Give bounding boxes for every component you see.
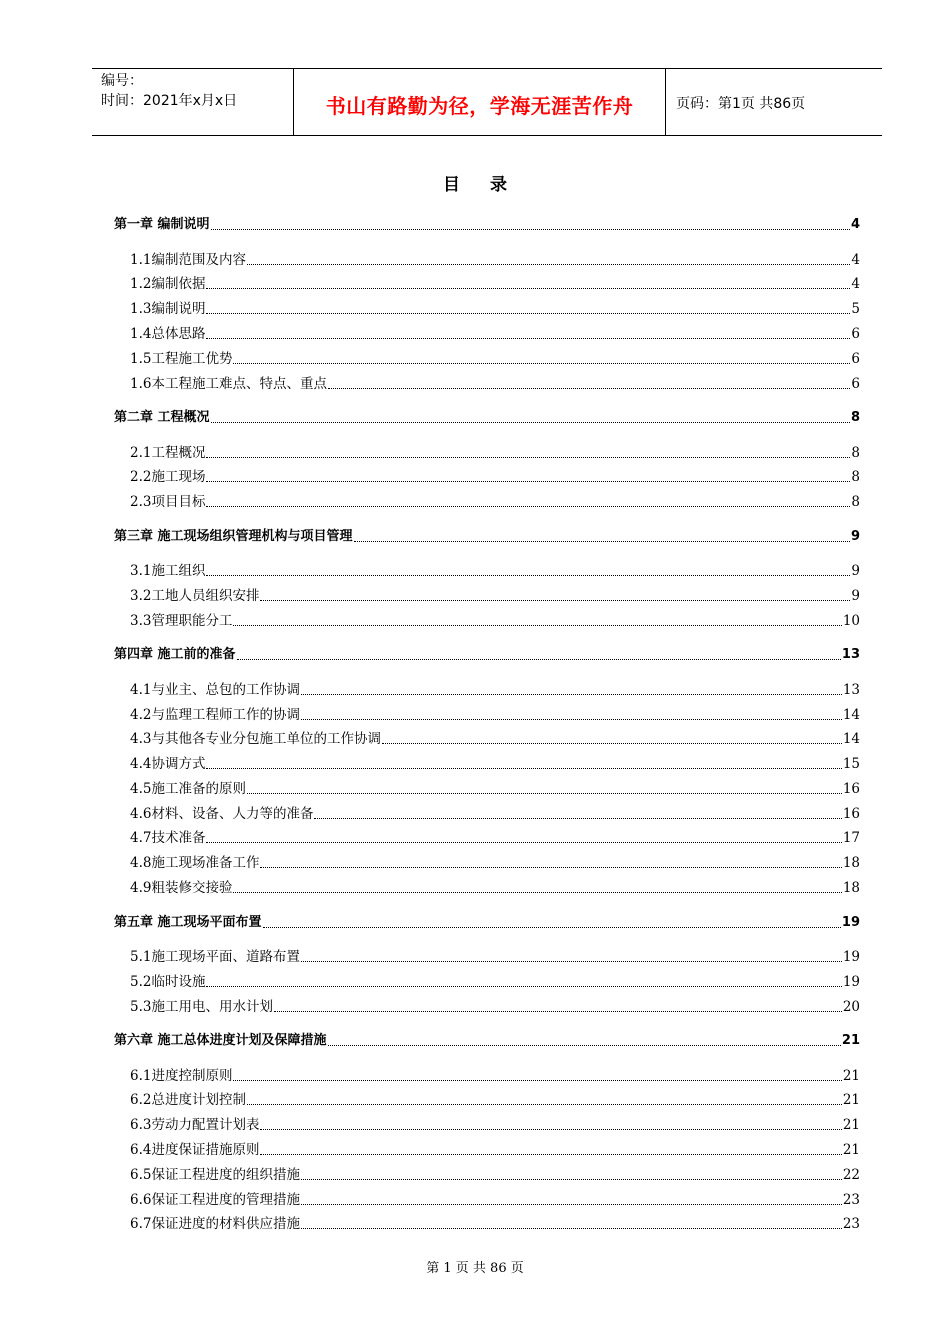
toc-page-number: 13 [841,647,860,662]
toc-page-number: 4 [851,252,860,268]
toc-page-number: 13 [842,682,860,698]
toc-entry-title: 6.7保证进度的材料供应措施 [130,1216,300,1232]
toc-dot-leader [206,313,850,314]
toc-page-number: 8 [851,445,860,461]
toc-dot-leader [301,961,842,962]
toc-section-entry[interactable] [130,373,860,393]
toc-entry-title: 1.5工程施工优势 [130,351,233,367]
toc-page-number: 19 [842,949,860,965]
toc-page-number: 23 [842,1216,860,1232]
toc-entry-title: 4.9粗装修交接验 [130,880,233,896]
toc-entry-title: 第四章 施工前的准备 [114,647,236,662]
toc-dot-leader [247,1104,842,1105]
toc-page-number: 21 [842,1117,860,1133]
toc-section-entry[interactable] [130,560,860,580]
toc-section-entry[interactable] [130,1189,860,1209]
toc-dot-leader [206,338,850,339]
toc-entry-title: 4.5施工准备的原则 [130,781,246,797]
toc-section-entry[interactable] [130,466,860,486]
toc-entry-title: 6.1进度控制原则 [130,1068,233,1084]
page-footer: 第 1 页 共 86 页 [426,1261,524,1276]
toc-entry-title: 5.3施工用电、用水计划 [130,999,273,1015]
toc-dot-leader [247,264,850,265]
toc-section-entry[interactable] [130,491,860,511]
toc-page-number: 18 [842,855,860,871]
toc-page-number: 6 [851,376,860,392]
toc-entry-title: 3.3管理职能分工 [130,613,233,629]
toc-section-entry[interactable] [130,273,860,293]
toc-page-number: 4 [851,276,860,292]
toc-page-number: 9 [851,563,860,579]
toc-dot-leader [301,694,842,695]
toc-dot-leader [237,659,841,660]
toc-dot-leader [206,457,850,458]
toc-page-number: 9 [851,588,860,604]
toc-page-number: 8 [851,494,860,510]
toc-page-number: 16 [842,781,860,797]
toc-page-number: 21 [842,1068,860,1084]
toc-title-right: 录 [490,175,507,195]
toc-section-entry[interactable] [130,442,860,462]
toc-page-number: 6 [851,326,860,342]
toc-section-entry[interactable] [130,1213,860,1233]
toc-dot-leader [328,1045,841,1046]
toc-dot-leader [206,481,850,482]
toc-entry-title: 4.2与监理工程师工作的协调 [130,707,300,723]
toc-section-entry[interactable] [130,1089,860,1109]
toc-entry-title: 1.3编制说明 [130,301,206,317]
toc-page-number: 16 [842,806,860,822]
toc-dot-leader [206,842,841,843]
toc-section-entry[interactable] [130,971,860,991]
time-label: 时间：2021年x月x日 [101,93,238,109]
toc-entry-title: 第三章 施工现场组织管理机构与项目管理 [114,529,353,544]
toc-page-number: 14 [842,731,860,747]
toc-section-entry[interactable] [130,803,860,823]
toc-section-entry[interactable] [130,704,860,724]
toc-section-entry[interactable] [130,728,860,748]
toc-section-entry[interactable] [130,778,860,798]
toc-entry-title: 4.3与其他各专业分包施工单位的工作协调 [130,731,381,747]
toc-chapter-entry[interactable] [114,644,860,664]
toc-entry-title: 4.4协调方式 [130,756,206,772]
toc-section-entry[interactable] [130,827,860,847]
toc-dot-leader [233,363,850,364]
toc-page-number: 5 [851,301,860,317]
toc-entry-title: 3.2工地人员组织安排 [130,588,260,604]
toc-page-number: 19 [841,915,860,930]
toc-dot-leader [301,1179,842,1180]
toc-page-number: 4 [850,217,860,232]
toc-chapter-entry[interactable] [114,1030,860,1050]
toc-section-entry[interactable] [130,679,860,699]
toc-entry-title: 2.1工程概况 [130,445,206,461]
toc-page-number: 15 [842,756,860,772]
toc-page-number: 21 [842,1092,860,1108]
toc-entry-title: 5.1施工现场平面、道路布置 [130,949,300,965]
toc-dot-leader [260,1154,841,1155]
toc-section-entry[interactable] [130,585,860,605]
toc-dot-leader [206,506,850,507]
toc-chapter-entry[interactable] [114,912,860,932]
toc-entry-title: 1.4总体思路 [130,326,206,342]
toc-dot-leader [260,1129,841,1130]
toc-entry-title: 5.2临时设施 [130,974,206,990]
toc-dot-leader [263,927,841,928]
toc-dot-leader [382,743,842,744]
page-code: 页码：第1页 共86页 [676,96,806,112]
toc-entry-title: 4.1与业主、总包的工作协调 [130,682,300,698]
toc-page-number: 8 [851,469,860,485]
toc-page-number: 20 [842,999,860,1015]
toc-entry-title: 第二章 工程概况 [114,410,210,425]
toc-dot-leader [314,818,841,819]
toc-section-entry[interactable] [130,1164,860,1184]
toc-entry-title: 1.2编制依据 [130,276,206,292]
toc-section-entry[interactable] [130,249,860,269]
toc-entry-title: 第六章 施工总体进度计划及保障措施 [114,1033,327,1048]
toc-dot-leader [301,1204,842,1205]
toc-dot-leader [206,768,841,769]
toc-dot-leader [206,288,850,289]
toc-dot-leader [260,867,841,868]
toc-page-number: 8 [850,410,860,425]
toc-entry-title: 2.2施工现场 [130,469,206,485]
toc-page-number: 21 [841,1033,860,1048]
toc-entry-title: 4.7技术准备 [130,830,206,846]
toc-dot-leader [206,575,850,576]
toc-entry-title: 第一章 编制说明 [114,217,210,232]
toc-entry-title: 第五章 施工现场平面布置 [114,915,262,930]
toc-chapter-entry[interactable] [114,407,860,427]
toc-entry-title: 4.6材料、设备、人力等的准备 [130,806,314,822]
header-motto: 书山有路勤为径，学海无涯苦作舟 [325,94,634,118]
toc-dot-leader [247,793,842,794]
toc-dot-leader [211,229,850,230]
toc-dot-leader [274,1011,842,1012]
toc-entry-title: 6.2总进度计划控制 [130,1092,246,1108]
toc-page-number: 9 [850,529,860,544]
toc-dot-leader [206,986,841,987]
toc-entry-title: 6.3劳动力配置计划表 [130,1117,260,1133]
toc-entry-title: 6.6保证工程进度的管理措施 [130,1192,300,1208]
toc-section-entry[interactable] [130,610,860,630]
toc-section-entry[interactable] [130,946,860,966]
toc-section-entry[interactable] [130,877,860,897]
toc-dot-leader [233,625,841,626]
toc-entry-title: 6.5保证工程进度的组织措施 [130,1167,300,1183]
toc-section-entry[interactable] [130,323,860,343]
toc-page-number: 23 [842,1192,860,1208]
toc-page-number: 10 [842,613,860,629]
toc-page-number: 18 [842,880,860,896]
toc-section-entry[interactable] [130,852,860,872]
toc-dot-leader [233,892,841,893]
toc-section-entry[interactable] [130,1065,860,1085]
toc-section-entry[interactable] [130,298,860,318]
toc-dot-leader [233,1080,841,1081]
toc-page-number: 19 [842,974,860,990]
toc-entry-title: 6.4进度保证措施原则 [130,1142,260,1158]
toc-entry-title: 1.1编制范围及内容 [130,252,246,268]
serial-number-label: 编号： [101,73,143,89]
toc-entry-title: 3.1施工组织 [130,563,206,579]
toc-section-entry[interactable] [130,1114,860,1134]
toc-chapter-entry[interactable] [114,214,860,234]
toc-entry-title: 1.6本工程施工难点、特点、重点 [130,376,327,392]
toc-chapter-entry[interactable] [114,526,860,546]
toc-dot-leader [301,1228,842,1229]
toc-entry-title: 4.8施工现场准备工作 [130,855,260,871]
toc-entry-title: 2.3项目目标 [130,494,206,510]
toc-page-number: 22 [842,1167,860,1183]
toc-section-entry[interactable] [130,1139,860,1159]
toc-section-entry[interactable] [130,348,860,368]
toc-dot-leader [301,719,842,720]
toc-dot-leader [354,541,850,542]
toc-page-number: 21 [842,1142,860,1158]
toc-page-number: 6 [851,351,860,367]
toc-title-left: 目 [443,175,460,195]
toc-section-entry[interactable] [130,996,860,1016]
toc-page-number: 17 [842,830,860,846]
toc-dot-leader [211,422,850,423]
toc-section-entry[interactable] [130,753,860,773]
toc-dot-leader [260,600,850,601]
toc-page-number: 14 [842,707,860,723]
toc-dot-leader [328,388,850,389]
